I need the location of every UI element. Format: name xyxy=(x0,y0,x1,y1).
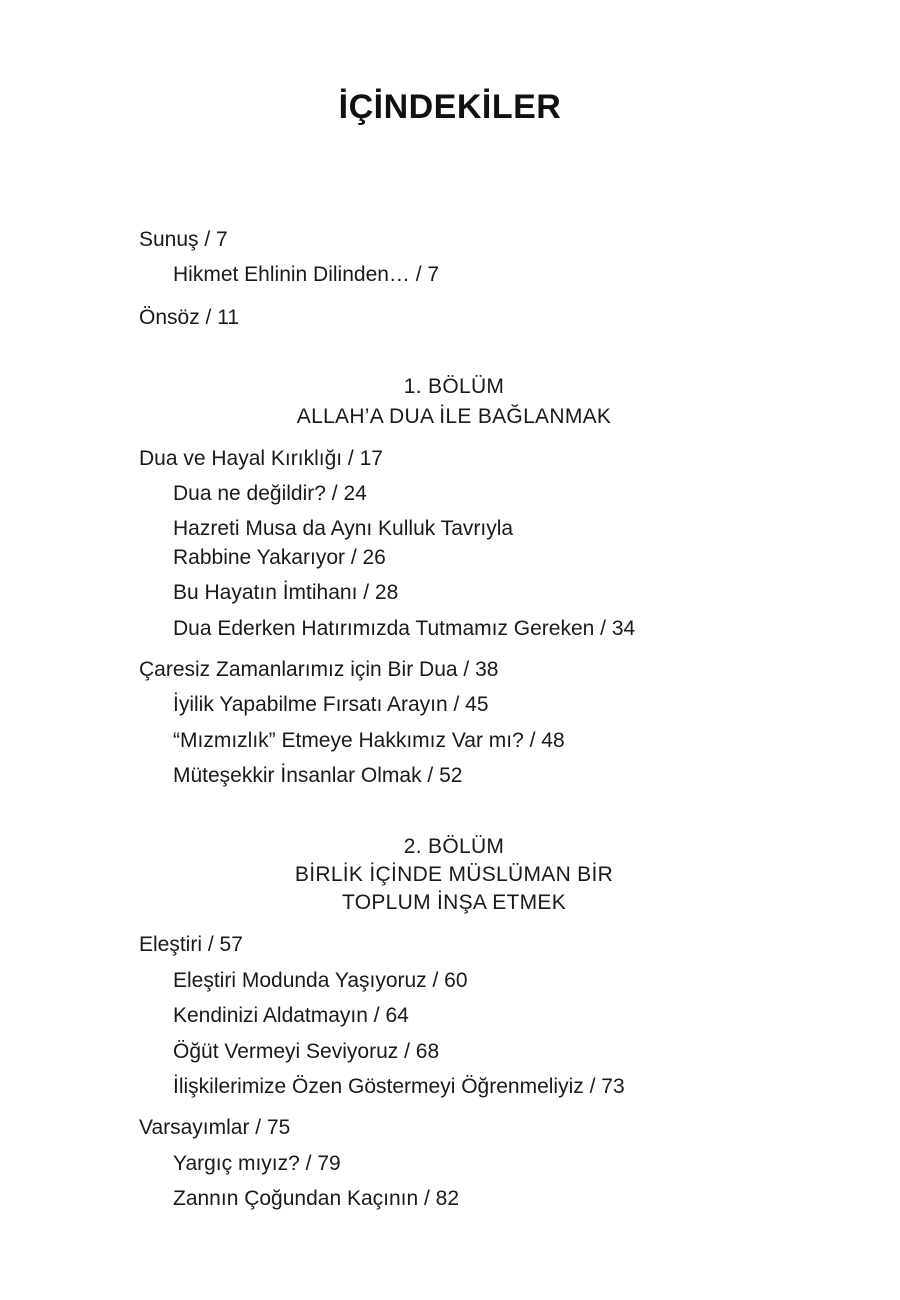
toc-entry-iyilik-yapabilme[interactable]: İyilik Yapabilme Fırsatı Arayın / 45 xyxy=(173,693,489,716)
toc-entry-yargic-miyiz[interactable]: Yargıç mıyız? / 79 xyxy=(173,1152,341,1175)
part2-title-line1: BİRLİK İÇİNDE MÜSLÜMAN BİR xyxy=(294,863,614,886)
toc-entry-bu-hayatin-imtihani[interactable]: Bu Hayatın İmtihanı / 28 xyxy=(173,581,399,604)
toc-entry-iliskilerimize-ozen[interactable]: İlişkilerimize Özen Göstermeyi Öğrenmeliyiz / 73 xyxy=(173,1075,625,1098)
toc-entry-hazreti-musa-line1[interactable]: Hazreti Musa da Aynı Kulluk Tavrıyla xyxy=(173,517,514,540)
toc-entry-hikmet-ehlinin-dilinden[interactable]: Hikmet Ehlinin Dilinden… / 7 xyxy=(173,263,440,286)
toc-entry-varsayimlar[interactable]: Varsayımlar / 75 xyxy=(139,1116,291,1139)
toc-entry-elestiri[interactable]: Eleştiri / 57 xyxy=(139,933,243,956)
toc-entry-kendinizi-aldatmayin[interactable]: Kendinizi Aldatmayın / 64 xyxy=(173,1004,409,1027)
toc-entry-mutesekkir-insanlar[interactable]: Müteşekkir İnsanlar Olmak / 52 xyxy=(173,764,463,787)
part2-number: 2. BÖLÜM xyxy=(403,835,505,858)
toc-entry-caresiz-zamanlarimiz[interactable]: Çaresiz Zamanlarımız için Bir Dua / 38 xyxy=(139,658,499,681)
toc-entry-dua-ve-hayal-kirikligi[interactable]: Dua ve Hayal Kırıklığı / 17 xyxy=(139,447,383,470)
part1-number: 1. BÖLÜM xyxy=(403,375,505,398)
part1-title: ALLAH’A DUA İLE BAĞLANMAK xyxy=(296,405,612,428)
page-title: İÇİNDEKİLER xyxy=(338,88,562,126)
toc-entry-ogut-vermeyi[interactable]: Öğüt Vermeyi Seviyoruz / 68 xyxy=(173,1040,440,1063)
toc-entry-elestiri-modunda[interactable]: Eleştiri Modunda Yaşıyoruz / 60 xyxy=(173,969,468,992)
toc-entry-zannin-cogundan[interactable]: Zannın Çoğundan Kaçının / 82 xyxy=(173,1187,460,1210)
toc-entry-hazreti-musa-line2[interactable]: Rabbine Yakarıyor / 26 xyxy=(173,546,386,569)
toc-entry-sunus[interactable]: Sunuş / 7 xyxy=(139,228,228,251)
toc-entry-dua-ederken[interactable]: Dua Ederken Hatırımızda Tutmamız Gereken / 34 xyxy=(173,617,636,640)
toc-entry-dua-ne-degildir[interactable]: Dua ne değildir? / 24 xyxy=(173,482,367,505)
toc-entry-onsoz[interactable]: Önsöz / 11 xyxy=(139,306,239,329)
part2-title-line2: TOPLUM İNŞA ETMEK xyxy=(341,891,567,914)
toc-entry-mizmizlik[interactable]: “Mızmızlık” Etmeye Hakkımız Var mı? / 48 xyxy=(173,729,565,752)
